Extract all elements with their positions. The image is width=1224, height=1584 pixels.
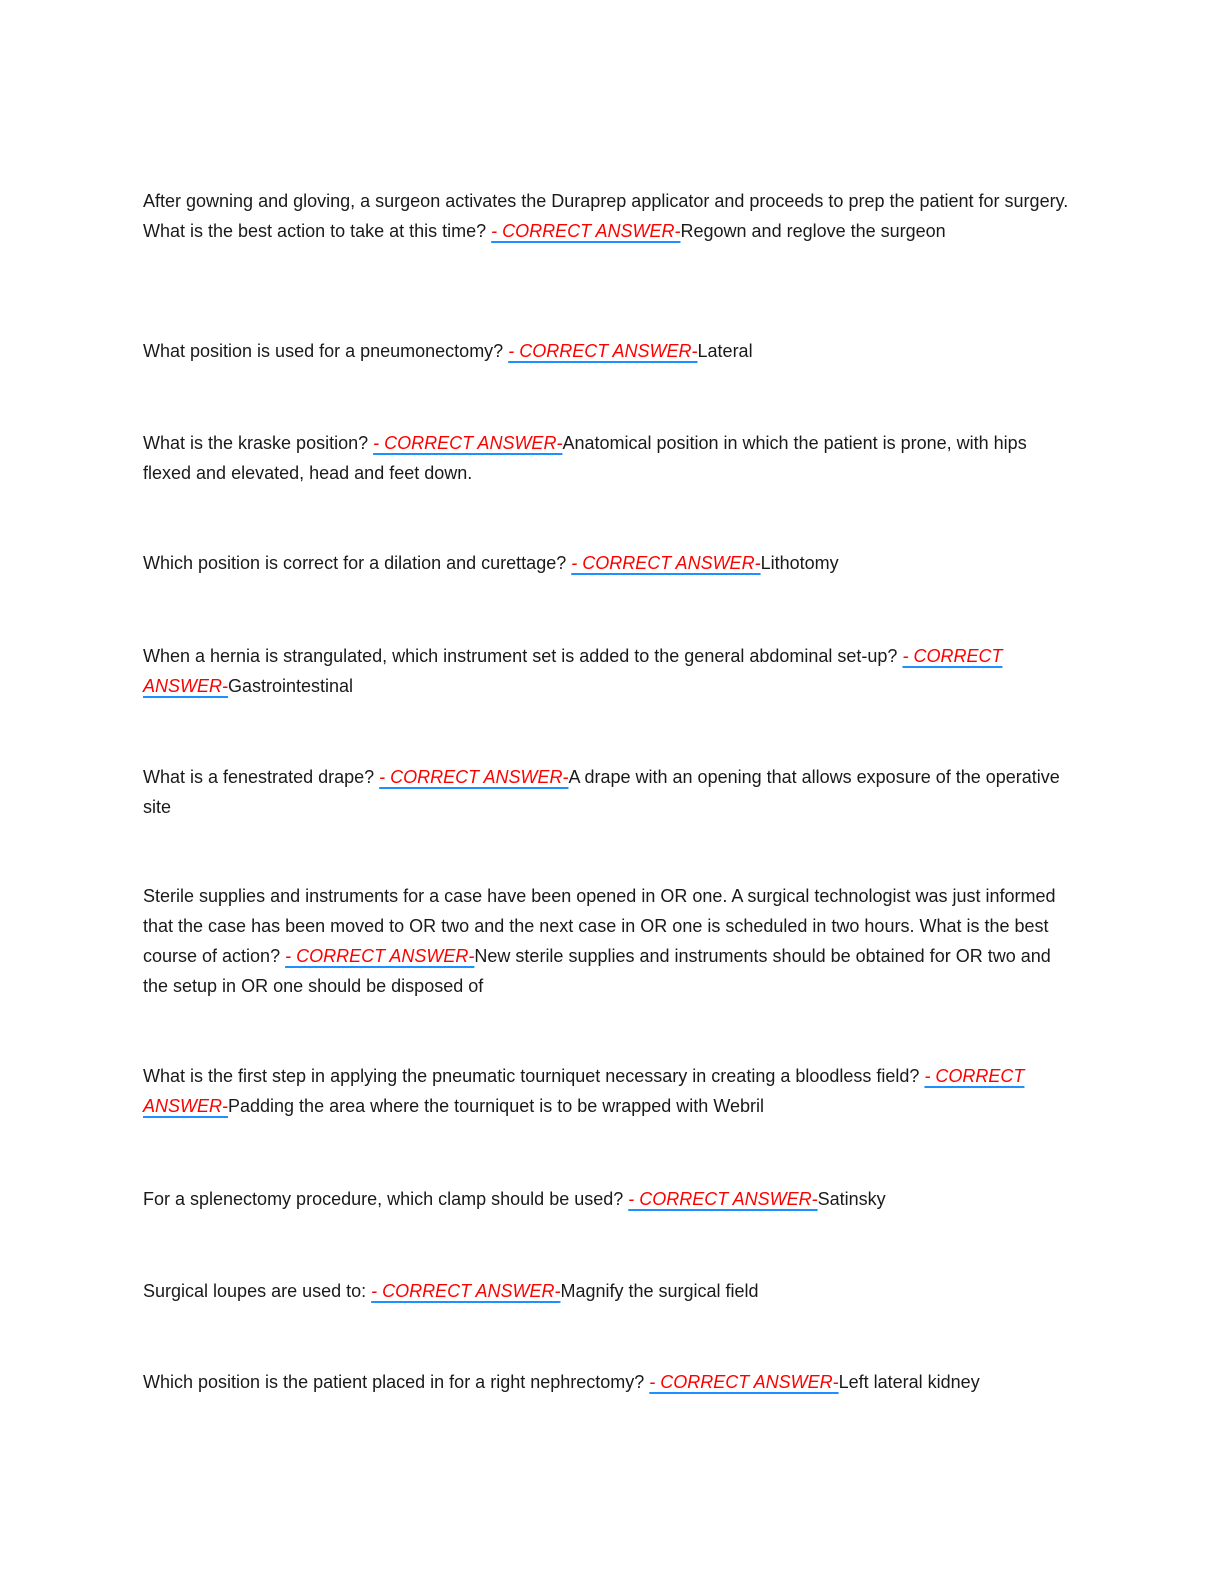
question-text: Which position is correct for a dilation and curettage? xyxy=(143,553,572,573)
question-text: For a splenectomy procedure, which clamp should be used? xyxy=(143,1189,629,1209)
answer-marker: - CORRECT ANSWER- xyxy=(285,946,475,966)
question-text: What position is used for a pneumonectomy? xyxy=(143,341,509,361)
answer-text: Gastrointestinal xyxy=(228,676,354,696)
qa-item xyxy=(143,548,1078,578)
qa-item xyxy=(143,1061,1078,1121)
question-text: When a hernia is strangulated, which instrument set is added to the general abdominal set-up? xyxy=(143,646,903,666)
question-text: What is the first step in applying the pneumatic tourniquet necessary in creating a bloodless field? xyxy=(143,1066,925,1086)
answer-marker: - CORRECT ANSWER- xyxy=(379,767,569,787)
answer-text: Regown and reglove the surgeon xyxy=(680,221,946,241)
answer-marker: - CORRECT ANSWER- xyxy=(649,1372,839,1392)
qa-item xyxy=(143,1367,1078,1397)
question-text: Sterile supplies and instruments for a case have been opened in OR one. A surgical technologist was just informed that the case has been moved to OR two and the next case in OR one is scheduled in two hours. What is the best course of action? xyxy=(143,886,1056,966)
question-text: After gowning and gloving, a surgeon activates the Duraprep applicator and proceeds to prep the patient for surgery. What is the best action to take at this time? xyxy=(143,191,1069,241)
answer-marker: - CORRECT ANSWER- xyxy=(373,433,563,453)
answer-text: Anatomical position in which the patient is prone, with hips flexed and elevated, head and feet down. xyxy=(143,433,1027,483)
answer-text: Lateral xyxy=(697,341,753,361)
question-text: What is the kraske position? xyxy=(143,433,374,453)
qa-item xyxy=(143,1184,1078,1214)
question-text: What is a fenestrated drape? xyxy=(143,767,380,787)
answer-text: A drape with an opening that allows exposure of the operative site xyxy=(143,767,1060,817)
answer-text: Padding the area where the tourniquet is to be wrapped with Webril xyxy=(228,1096,764,1116)
answer-text: New sterile supplies and instruments should be obtained for OR two and the setup in OR one should be disposed of xyxy=(143,946,1051,996)
answer-marker: - CORRECT ANSWER- xyxy=(628,1189,818,1209)
qa-item xyxy=(143,428,1078,488)
answer-text: Satinsky xyxy=(817,1189,886,1209)
answer-marker: - CORRECT ANSWER- xyxy=(371,1281,561,1301)
qa-item xyxy=(143,881,1078,1001)
answer-marker: - CORRECT ANSWER- xyxy=(143,646,1003,696)
answer-marker: - CORRECT ANSWER- xyxy=(491,221,681,241)
qa-item xyxy=(143,336,1078,366)
question-text: Surgical loupes are used to: xyxy=(143,1281,372,1301)
qa-item xyxy=(143,186,1078,246)
qa-item xyxy=(143,641,1078,701)
answer-text: Left lateral kidney xyxy=(838,1372,980,1392)
answer-marker: - CORRECT ANSWER- xyxy=(508,341,698,361)
qa-item xyxy=(143,1276,1078,1306)
answer-marker: - CORRECT ANSWER- xyxy=(143,1066,1025,1116)
answer-marker: - CORRECT ANSWER- xyxy=(571,553,761,573)
qa-item xyxy=(143,762,1078,822)
answer-text: Lithotomy xyxy=(760,553,839,573)
answer-text: Magnify the surgical field xyxy=(560,1281,759,1301)
question-text: Which position is the patient placed in for a right nephrectomy? xyxy=(143,1372,650,1392)
